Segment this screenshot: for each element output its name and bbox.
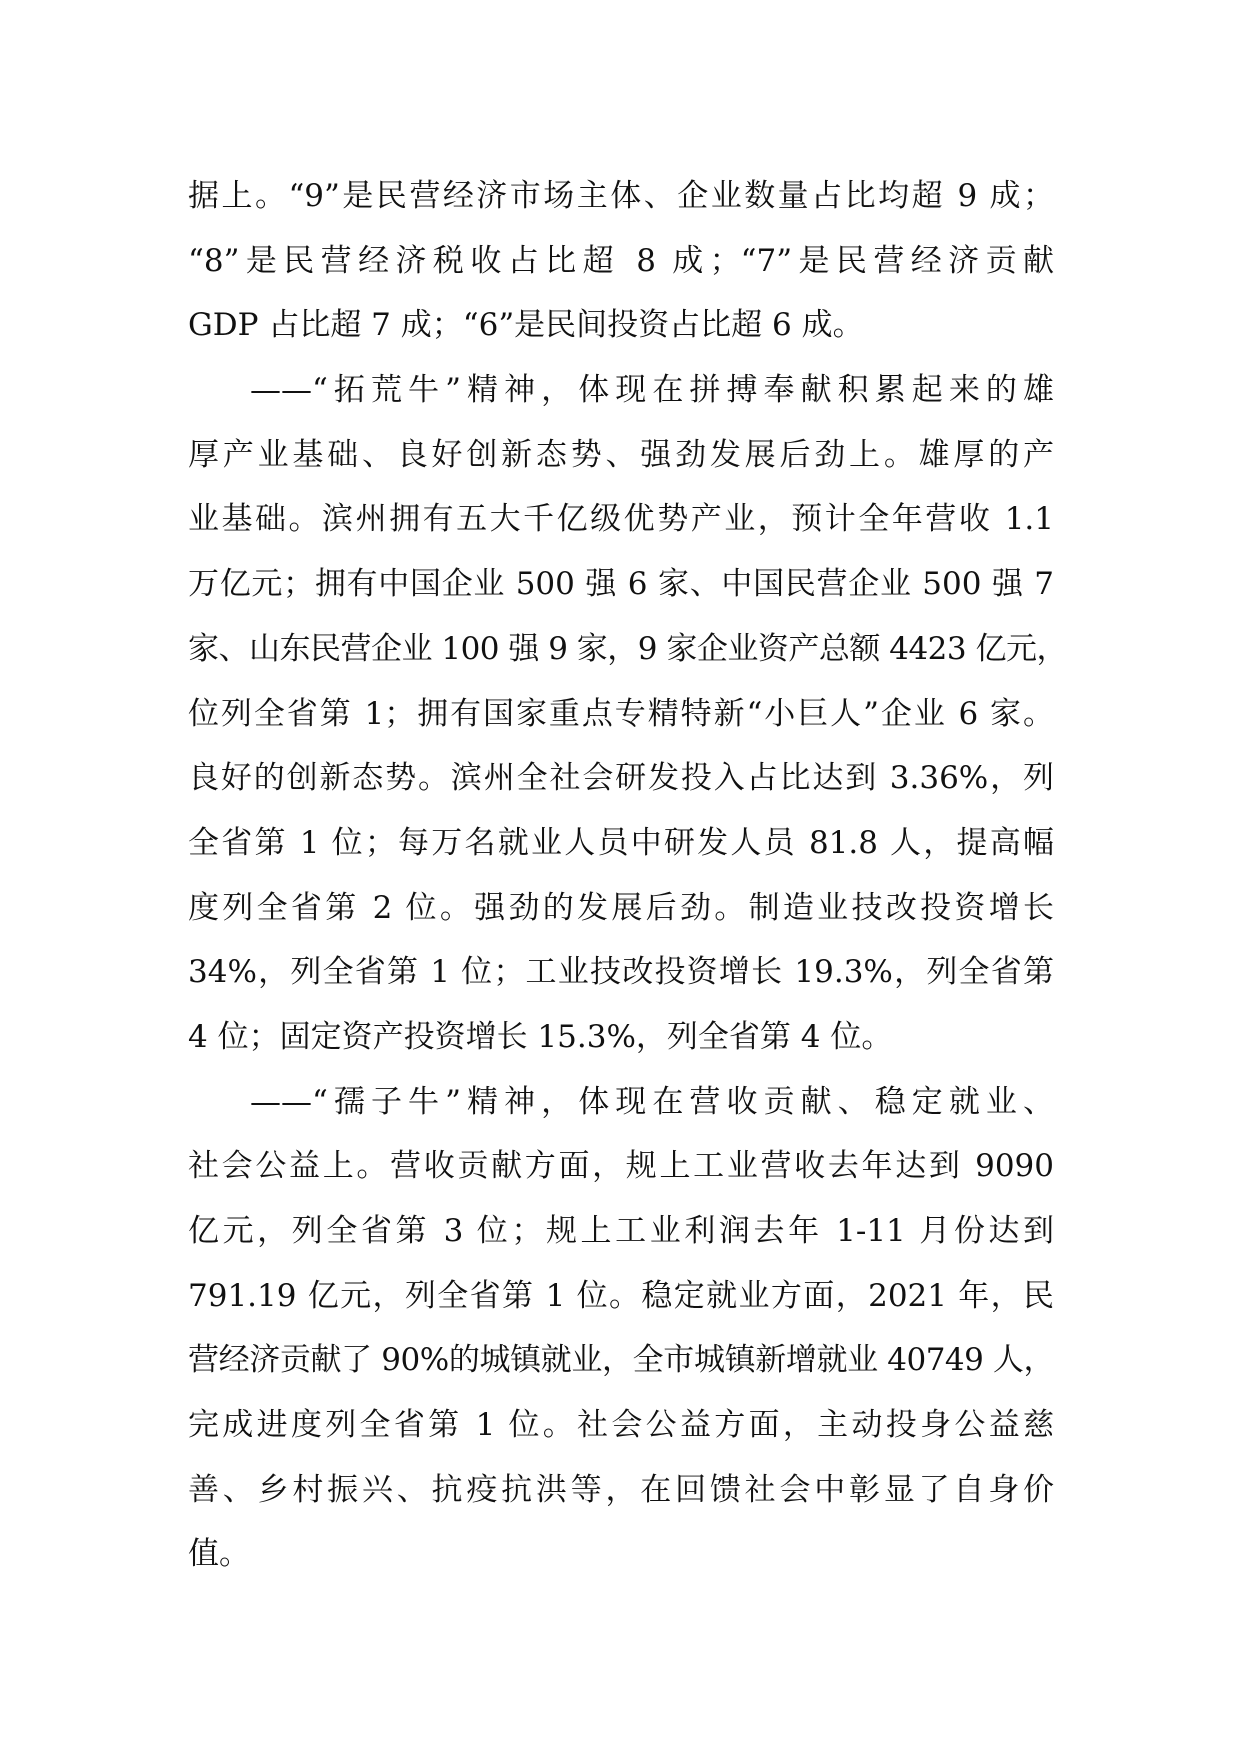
text-line: 善、乡村振兴、抗疫抗洪等，在回馈社会中彰显了自身价 xyxy=(188,1471,1054,1508)
document-body xyxy=(188,164,1067,1587)
text-line: 营经济贡献了 90%的城镇就业，全市城镇新增就业 40749 人， xyxy=(188,1342,1054,1379)
paragraph-start-line: ——“拓荒牛”精神，体现在拼搏奉献积累起来的雄 xyxy=(250,372,1054,409)
text-line: 社会公益上。营收贡献方面，规上工业营收去年达到 9090 xyxy=(188,1148,1054,1185)
text-line: 4 位；固定资产投资增长 15.3%，列全省第 4 位。 xyxy=(188,1018,893,1055)
text-line: 度列全省第 2 位。强劲的发展后劲。制造业技改投资增长 xyxy=(188,889,1054,926)
text-line: 业基础。滨州拥有五大千亿级优势产业，预计全年营收 1.1 xyxy=(188,501,1054,538)
text-line: 791.19 亿元，列全省第 1 位。稳定就业方面，2021 年，民 xyxy=(188,1277,1054,1314)
paragraph-start-line: ——“孺子牛”精神，体现在营收贡献、稳定就业、 xyxy=(250,1083,1054,1120)
text-line: 良好的创新态势。滨州全社会研发投入占比达到 3.36%，列 xyxy=(188,760,1054,797)
text-line: 位列全省第 1；拥有国家重点专精特新“小巨人”企业 6 家。 xyxy=(188,695,1054,732)
text-line: 34%，列全省第 1 位；工业技改投资增长 19.3%，列全省第 xyxy=(188,954,1054,991)
text-line: 全省第 1 位；每万名就业人员中研发人员 81.8 人，提高幅 xyxy=(188,824,1054,861)
text-line: “8”是民营经济税收占比超 8 成；“7”是民营经济贡献 xyxy=(188,242,1054,279)
text-line: 亿元，列全省第 3 位；规上工业利润去年 1-11 月份达到 xyxy=(188,1213,1054,1249)
text-line: 完成进度列全省第 1 位。社会公益方面，主动投身公益慈 xyxy=(188,1407,1054,1444)
text-line: GDP 占比超 7 成；“6”是民间投资占比超 6 成。 xyxy=(188,307,864,344)
text-line: 厚产业基础、良好创新态势、强劲发展后劲上。雄厚的产 xyxy=(188,436,1054,473)
text-line: 家、山东民营企业 100 强 9 家，9 家企业资产总额 4423 亿元， xyxy=(188,630,1067,667)
text-line: 万亿元；拥有中国企业 500 强 6 家、中国民营企业 500 强 7 xyxy=(188,566,1054,603)
text-line: 据上。“9”是民营经济市场主体、企业数量占比均超 9 成； xyxy=(188,178,1054,214)
text-line: 值。 xyxy=(188,1536,250,1573)
